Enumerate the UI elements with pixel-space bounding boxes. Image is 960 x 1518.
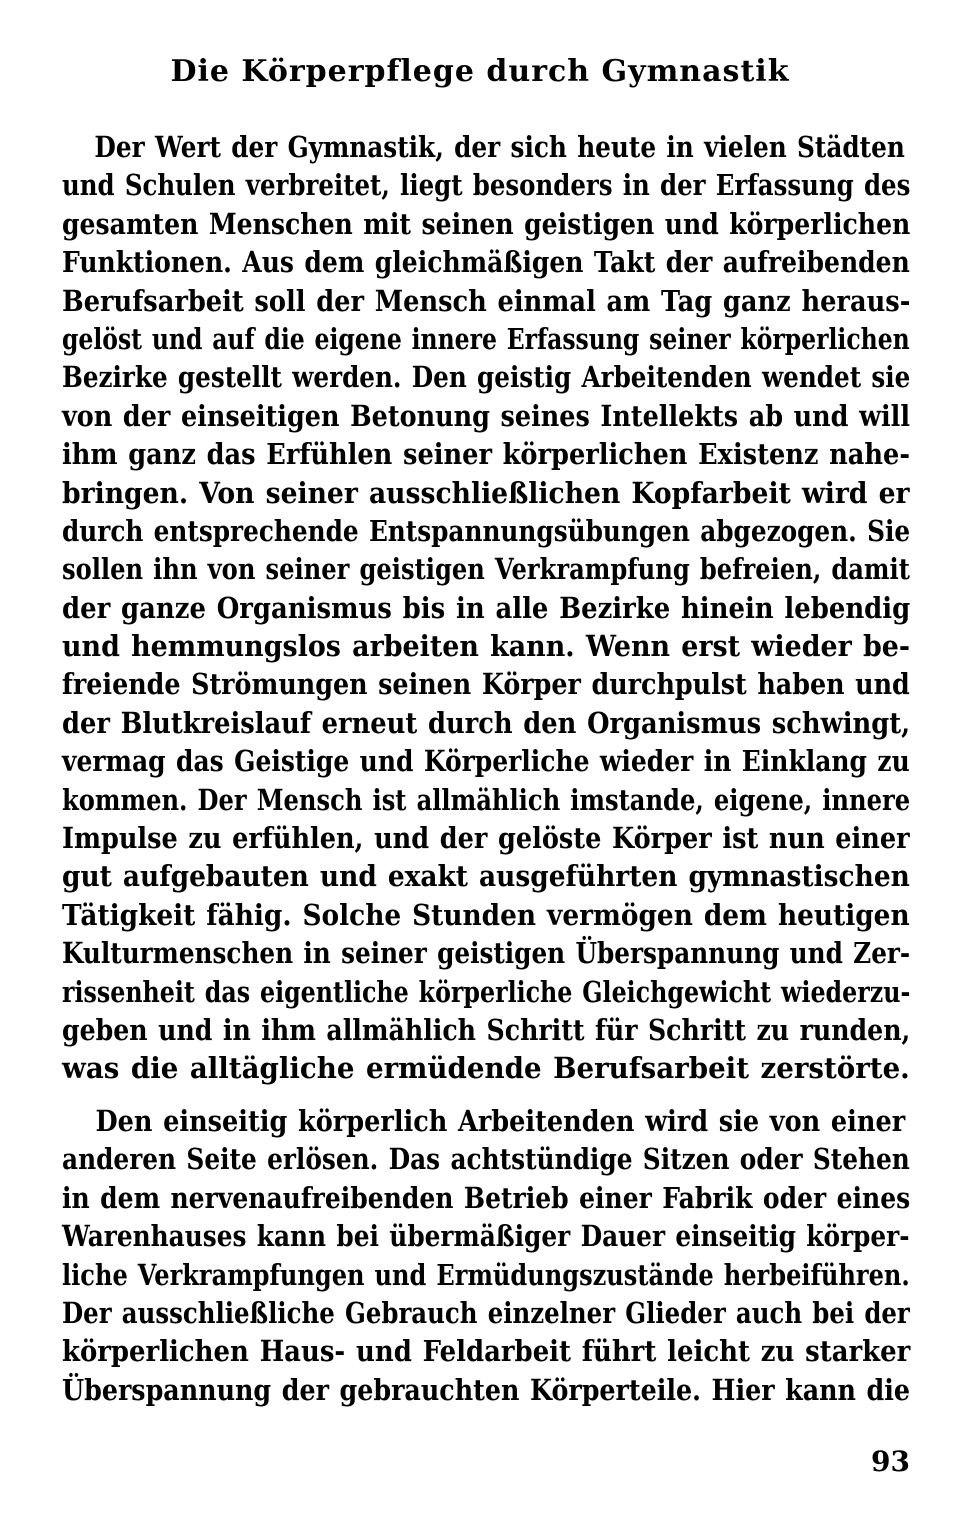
page-number: 93 bbox=[871, 1445, 910, 1478]
text-line: rissenheit das eigentliche körperliche Gleichgewicht wiederzu- bbox=[62, 974, 911, 1009]
text-line: Den einseitig körperlich Arbeitenden wird sie von einer bbox=[95, 1104, 906, 1138]
text-line: Impulse zu erfühlen, und der gelöste Körper ist nun einer bbox=[62, 821, 910, 856]
text-line: durch entsprechende Entspannungsübungen abgezogen. Sie bbox=[62, 513, 911, 548]
text-line: geben und in ihm allmählich Schritt für Schritt zu runden, bbox=[62, 1012, 911, 1047]
text-line: freiende Strömungen seinen Körper durchpulst haben und bbox=[62, 667, 910, 702]
text-line: der Blutkreislauf erneut durch den Organismus schwingt, bbox=[62, 705, 911, 740]
text-line: der ganze Organismus bis in alle Bezirke hinein lebendig bbox=[62, 590, 911, 625]
text-line: kommen. Der Mensch ist allmählich imstande, eigene, innere bbox=[62, 782, 911, 817]
text-line: Funktionen. Aus dem gleichmäßigen Takt der aufreibenden bbox=[62, 245, 910, 280]
text-line: sollen ihn von seiner geistigen Verkrampfung befreien, damit bbox=[62, 552, 910, 587]
text-line: körperlichen Haus- und Feldarbeit führt leicht zu starker bbox=[62, 1334, 911, 1369]
page-title: Die Körperpflege durch Gymnastik bbox=[170, 54, 790, 89]
text-line: und Schulen verbreitet, liegt besonders in der Erfassung des bbox=[62, 168, 911, 203]
paragraph-1 bbox=[62, 128, 910, 1088]
text-line: Der ausschließliche Gebrauch einzelner Glieder auch bei der bbox=[62, 1295, 910, 1330]
text-line: was die alltägliche ermüdende Berufsarbeit zerstörte. bbox=[62, 1051, 910, 1086]
text-line: Überspannung der gebrauchten Körperteile. Hier kann die bbox=[62, 1372, 911, 1407]
text-line: gelöst und auf die eigene innere Erfassung seiner körperlichen bbox=[62, 321, 910, 356]
text-line: ihm ganz das Erfühlen seiner körperlichen Existenz nahe- bbox=[62, 437, 911, 472]
text-line: gut aufgebauten und exakt ausgeführten gymnastischen bbox=[62, 859, 910, 894]
text-line: liche Verkrampfungen und Ermüdungszustände herbeiführen. bbox=[62, 1257, 910, 1292]
text-line: Kulturmenschen in seiner geistigen Überspannung und Zer- bbox=[62, 936, 911, 971]
text-line: Tätigkeit fähig. Solche Stunden vermögen dem heutigen bbox=[62, 897, 910, 932]
paragraph-2 bbox=[62, 1102, 910, 1409]
text-line: in dem nervenaufreibenden Betrieb einer Fabrik oder eines bbox=[62, 1180, 911, 1215]
text-line: Der Wert der Gymnastik, der sich heute in vielen Städten bbox=[94, 130, 905, 164]
text-line: anderen Seite erlösen. Das achtstündige Sitzen oder Stehen bbox=[62, 1142, 910, 1177]
text-line: und hemmungslos arbeiten kann. Wenn erst wieder be- bbox=[62, 629, 911, 664]
text-line: bringen. Von seiner ausschließlichen Kopfarbeit wird er bbox=[62, 475, 910, 510]
text-line: gesamten Menschen mit seinen geistigen und körperlichen bbox=[62, 206, 911, 241]
text-line: Bezirke gestellt werden. Den geistig Arbeitenden wendet sie bbox=[62, 360, 911, 395]
text-line: Warenhauses kann bei übermäßiger Dauer einseitig körper- bbox=[62, 1219, 910, 1254]
text-line: vermag das Geistige und Körperliche wieder in Einklang zu bbox=[62, 744, 910, 779]
text-line: Berufsarbeit soll der Mensch einmal am Tag ganz heraus- bbox=[62, 283, 911, 318]
text-line: von der einseitigen Betonung seines Intellekts ab und will bbox=[62, 398, 911, 433]
